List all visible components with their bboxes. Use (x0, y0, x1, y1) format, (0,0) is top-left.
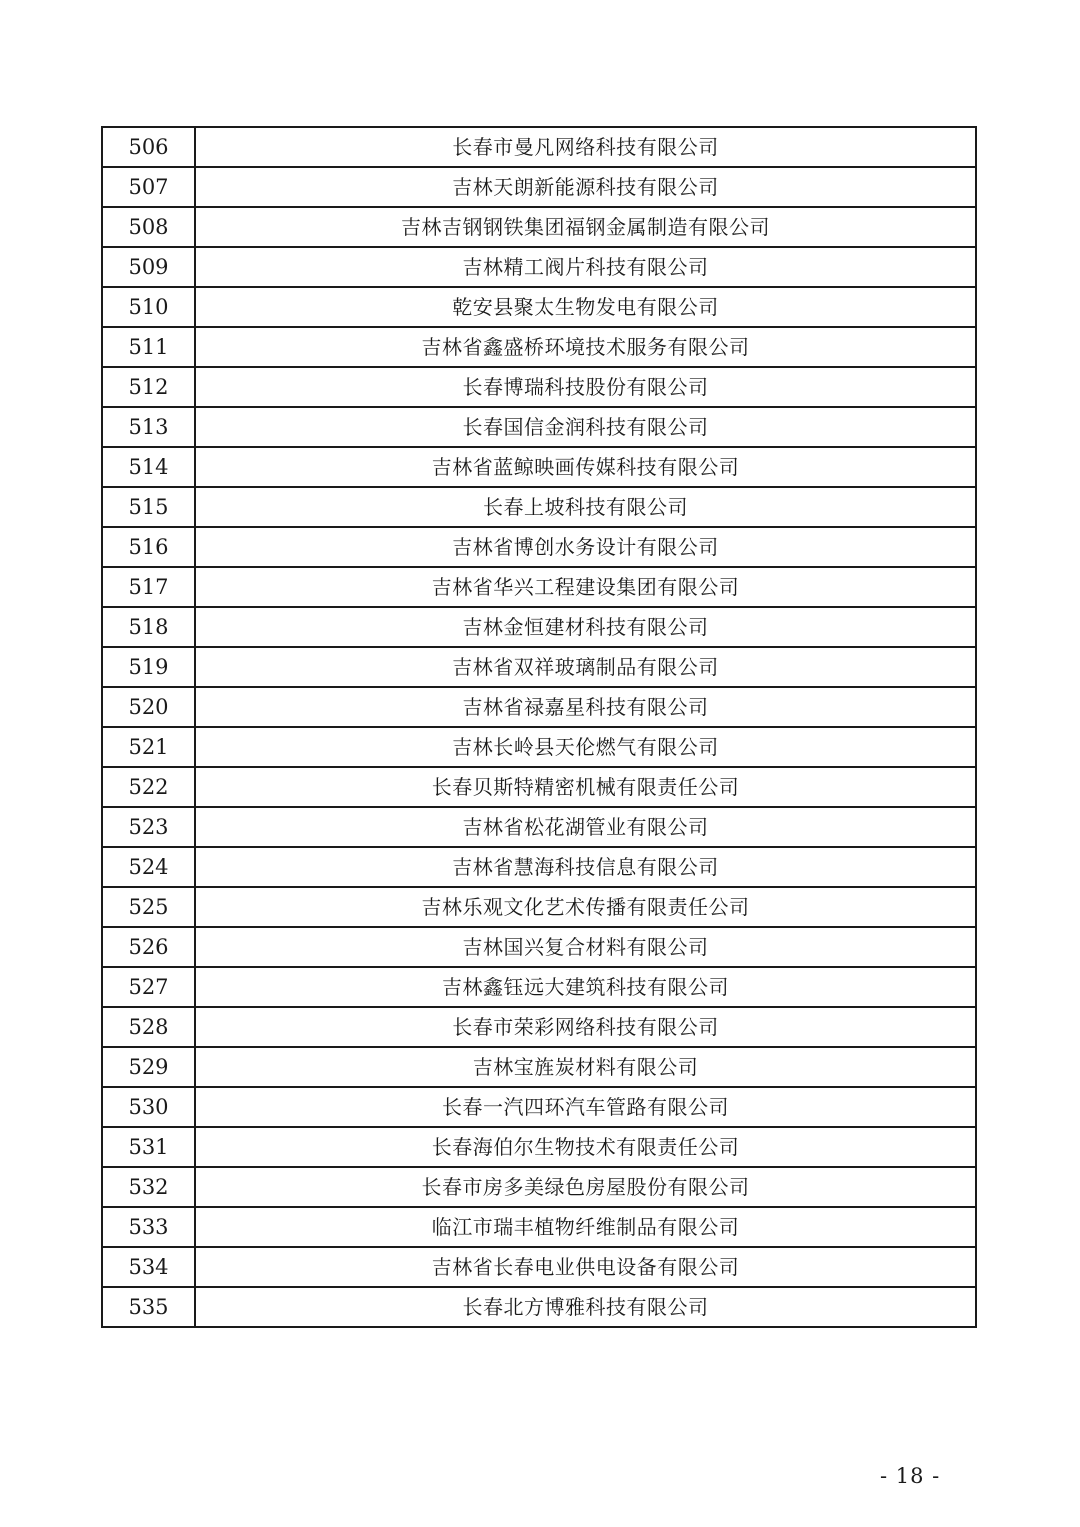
table-row (102, 1007, 976, 1047)
company-name: 临江市瑞丰植物纤维制品有限公司 (195, 1207, 976, 1247)
company-name: 吉林国兴复合材料有限公司 (195, 927, 976, 967)
company-name: 吉林省松花湖管业有限公司 (195, 807, 976, 847)
table-row (102, 447, 976, 487)
table-row (102, 927, 976, 967)
company-name: 吉林省鑫盛桥环境技术服务有限公司 (195, 327, 976, 367)
row-number: 524 (102, 847, 195, 887)
row-number: 516 (102, 527, 195, 567)
row-number: 535 (102, 1287, 195, 1327)
page-number: - 18 - (880, 1464, 941, 1488)
company-name: 长春博瑞科技股份有限公司 (195, 367, 976, 407)
row-number: 513 (102, 407, 195, 447)
row-number: 517 (102, 567, 195, 607)
table-row (102, 327, 976, 367)
company-name: 长春海伯尔生物技术有限责任公司 (195, 1127, 976, 1167)
company-name: 吉林省长春电业供电设备有限公司 (195, 1247, 976, 1287)
table-row (102, 287, 976, 327)
table-row (102, 887, 976, 927)
table-row (102, 727, 976, 767)
company-name: 长春市曼凡网络科技有限公司 (195, 127, 976, 167)
row-number: 533 (102, 1207, 195, 1247)
row-number: 522 (102, 767, 195, 807)
table-row (102, 247, 976, 287)
company-name: 吉林精工阀片科技有限公司 (195, 247, 976, 287)
row-number: 527 (102, 967, 195, 1007)
row-number: 532 (102, 1167, 195, 1207)
table-row (102, 527, 976, 567)
company-name: 吉林宝旌炭材料有限公司 (195, 1047, 976, 1087)
row-number: 534 (102, 1247, 195, 1287)
table-row (102, 607, 976, 647)
company-name: 吉林金恒建材科技有限公司 (195, 607, 976, 647)
table-row (102, 1287, 976, 1327)
company-name: 吉林鑫钰远大建筑科技有限公司 (195, 967, 976, 1007)
row-number: 509 (102, 247, 195, 287)
company-list-table (101, 126, 977, 1328)
table-row (102, 1047, 976, 1087)
company-name: 长春贝斯特精密机械有限责任公司 (195, 767, 976, 807)
company-name: 吉林省双祥玻璃制品有限公司 (195, 647, 976, 687)
row-number: 506 (102, 127, 195, 167)
company-name: 吉林省蓝鲸映画传媒科技有限公司 (195, 447, 976, 487)
table-row (102, 1167, 976, 1207)
company-name: 长春上坡科技有限公司 (195, 487, 976, 527)
table-row (102, 687, 976, 727)
table-row (102, 807, 976, 847)
row-number: 518 (102, 607, 195, 647)
company-name: 长春北方博雅科技有限公司 (195, 1287, 976, 1327)
table-row (102, 967, 976, 1007)
row-number: 523 (102, 807, 195, 847)
row-number: 525 (102, 887, 195, 927)
company-name: 吉林长岭县天伦燃气有限公司 (195, 727, 976, 767)
row-number: 531 (102, 1127, 195, 1167)
company-name: 长春市房多美绿色房屋股份有限公司 (195, 1167, 976, 1207)
table-row (102, 567, 976, 607)
company-name: 吉林吉钢钢铁集团福钢金属制造有限公司 (195, 207, 976, 247)
row-number: 520 (102, 687, 195, 727)
company-name: 吉林天朗新能源科技有限公司 (195, 167, 976, 207)
company-name: 长春市荣彩网络科技有限公司 (195, 1007, 976, 1047)
table-row (102, 767, 976, 807)
table-row (102, 127, 976, 167)
row-number: 529 (102, 1047, 195, 1087)
table-row (102, 1127, 976, 1167)
row-number: 530 (102, 1087, 195, 1127)
company-name: 长春国信金润科技有限公司 (195, 407, 976, 447)
table-row (102, 1207, 976, 1247)
company-name: 吉林省慧海科技信息有限公司 (195, 847, 976, 887)
table-row (102, 207, 976, 247)
row-number: 507 (102, 167, 195, 207)
row-number: 510 (102, 287, 195, 327)
table-row (102, 487, 976, 527)
table-row (102, 1247, 976, 1287)
row-number: 511 (102, 327, 195, 367)
row-number: 519 (102, 647, 195, 687)
company-name: 吉林省禄嘉星科技有限公司 (195, 687, 976, 727)
company-name: 吉林省华兴工程建设集团有限公司 (195, 567, 976, 607)
table-row (102, 167, 976, 207)
table-body (102, 127, 976, 1327)
table-row (102, 647, 976, 687)
row-number: 512 (102, 367, 195, 407)
company-name: 吉林乐观文化艺术传播有限责任公司 (195, 887, 976, 927)
row-number: 526 (102, 927, 195, 967)
row-number: 528 (102, 1007, 195, 1047)
table-row (102, 847, 976, 887)
company-name: 长春一汽四环汽车管路有限公司 (195, 1087, 976, 1127)
company-name: 吉林省博创水务设计有限公司 (195, 527, 976, 567)
table-row (102, 407, 976, 447)
row-number: 515 (102, 487, 195, 527)
row-number: 514 (102, 447, 195, 487)
table-row (102, 1087, 976, 1127)
row-number: 521 (102, 727, 195, 767)
row-number: 508 (102, 207, 195, 247)
table-row (102, 367, 976, 407)
company-name: 乾安县聚太生物发电有限公司 (195, 287, 976, 327)
